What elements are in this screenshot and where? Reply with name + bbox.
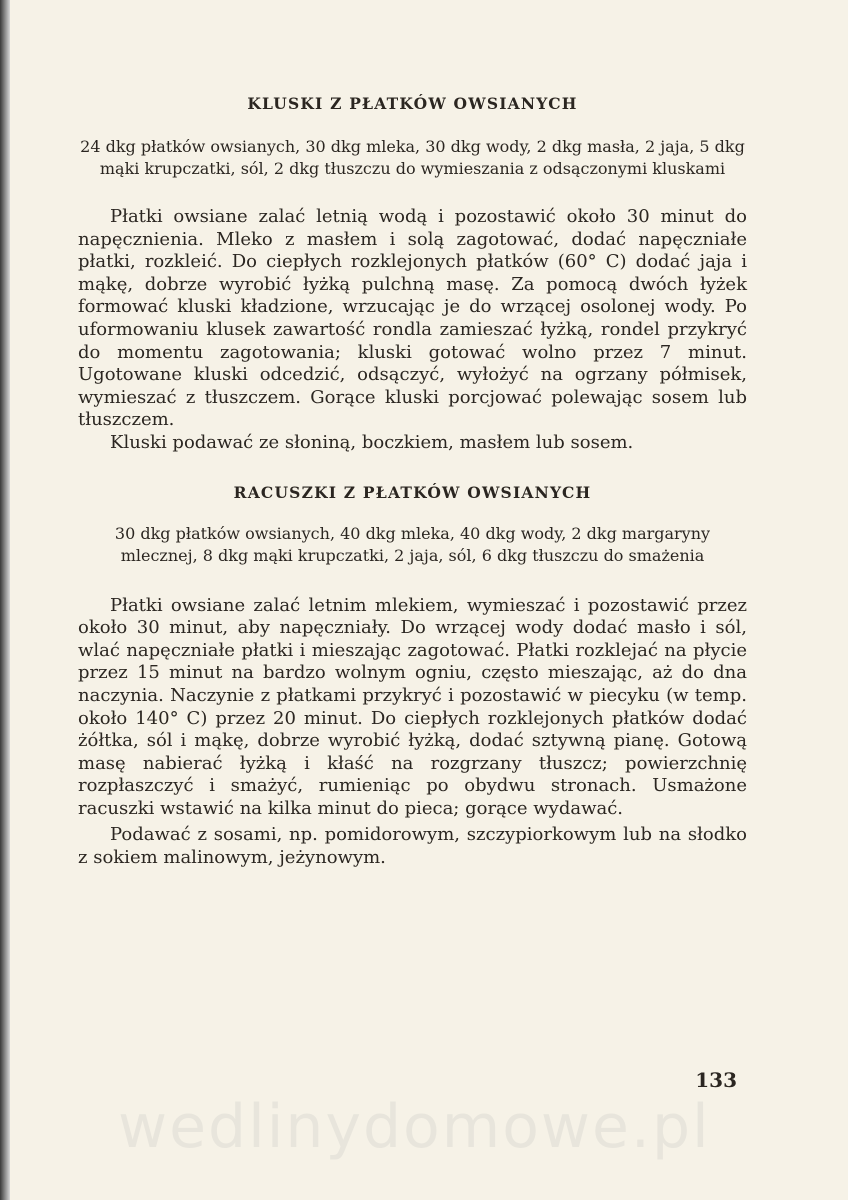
page-content	[78, 88, 747, 870]
recipe-title-kluski: KLUSKI Z PŁATKÓW OWSIANYCH	[247, 94, 578, 113]
recipe-instructions-text: Płatki owsiane zalać letnią wodą i pozostawić około 30 minut do napęcznienia. Mleko z masłem i solą zagotować, dodać napęczniałe płatki, rozkleić. Do ciepłych rozklejonych płatków (60° C) dodać jaja i mąkę, dobrze wyrobić łyżką pulchną masę. Za pomocą dwóch łyżek formować kluski kładzione, wrzucając je do wrzącej osolonej wody. Po uformowaniu klusek zawartość rondla zamieszać łyżką, rondel przykryć do momentu zagotowania; kluski gotować wolno przez 7 minut. Ugotowane kluski odcedzić, odsączyć, wyłożyć na ogrzany półmisek, wymieszać z tłuszczem. Gorące kluski porcjować polewając sosem lub tłuszczem.	[78, 206, 747, 431]
recipe-serving-racuszki	[78, 824, 747, 869]
recipe-instructions-racuszki	[78, 595, 747, 821]
recipe-serving-kluski	[78, 432, 747, 455]
watermark: wedlinydomowe.pl	[118, 1092, 711, 1162]
page-number: 133	[695, 1068, 737, 1092]
recipe-serving-text: Podawać z sosami, np. pomidorowym, szczypiorkowym lub na słodko z sokiem malinowym, jeżynowym.	[78, 824, 747, 869]
book-spine-shadow	[0, 0, 10, 1200]
recipe-ingredients-kluski: 24 dkg płatków owsianych, 30 dkg mleka, 30 dkg wody, 2 dkg masła, 2 jaja, 5 dkg mąki krupczatki, sól, 2 dkg tłuszczu do wymieszania z odsączonymi kluskami	[80, 137, 745, 178]
recipe-instructions-kluski	[78, 206, 747, 432]
recipe-ingredients-racuszki: 30 dkg płatków owsianych, 40 dkg mleka, 40 dkg wody, 2 dkg margaryny mlecznej, 8 dkg mąki krupczatki, 2 jaja, sól, 6 dkg tłuszczu do smażenia	[114, 523, 711, 565]
recipe-title-racuszki: RACUSZKI Z PŁATKÓW OWSIANYCH	[233, 482, 592, 502]
recipe-serving-text: Kluski podawać ze słoniną, boczkiem, masłem lub sosem.	[110, 431, 634, 453]
book-page	[10, 0, 848, 1200]
recipe-instructions-text: Płatki owsiane zalać letnim mlekiem, wymieszać i pozostawić przez około 30 minut, aby napęczniały. Do wrzącej wody dodać masło i sól, wlać napęczniałe płatki i mieszając zagotować. Płatki rozklejać na płycie przez 15 minut na bardzo wolnym ogniu, często mieszając, aż do dna naczynia. Naczynie z płatkami przykryć i pozostawić w piecyku (w temp. około 140° C) przez 20 minut. Do ciepłych rozklejonych płatków dodać żółtka, sól i mąkę, dobrze wyrobić łyżką, dodać sztywną pianę. Gotową masę nabierać łyżką i kłaść na rozgrzany tłuszcz; powierzchnię rozpłaszczyć i smażyć, rumieniąc po obydwu stronach. Usmażone racuszki wstawić na kilka minut do pieca; gorące wydawać.	[78, 594, 747, 819]
